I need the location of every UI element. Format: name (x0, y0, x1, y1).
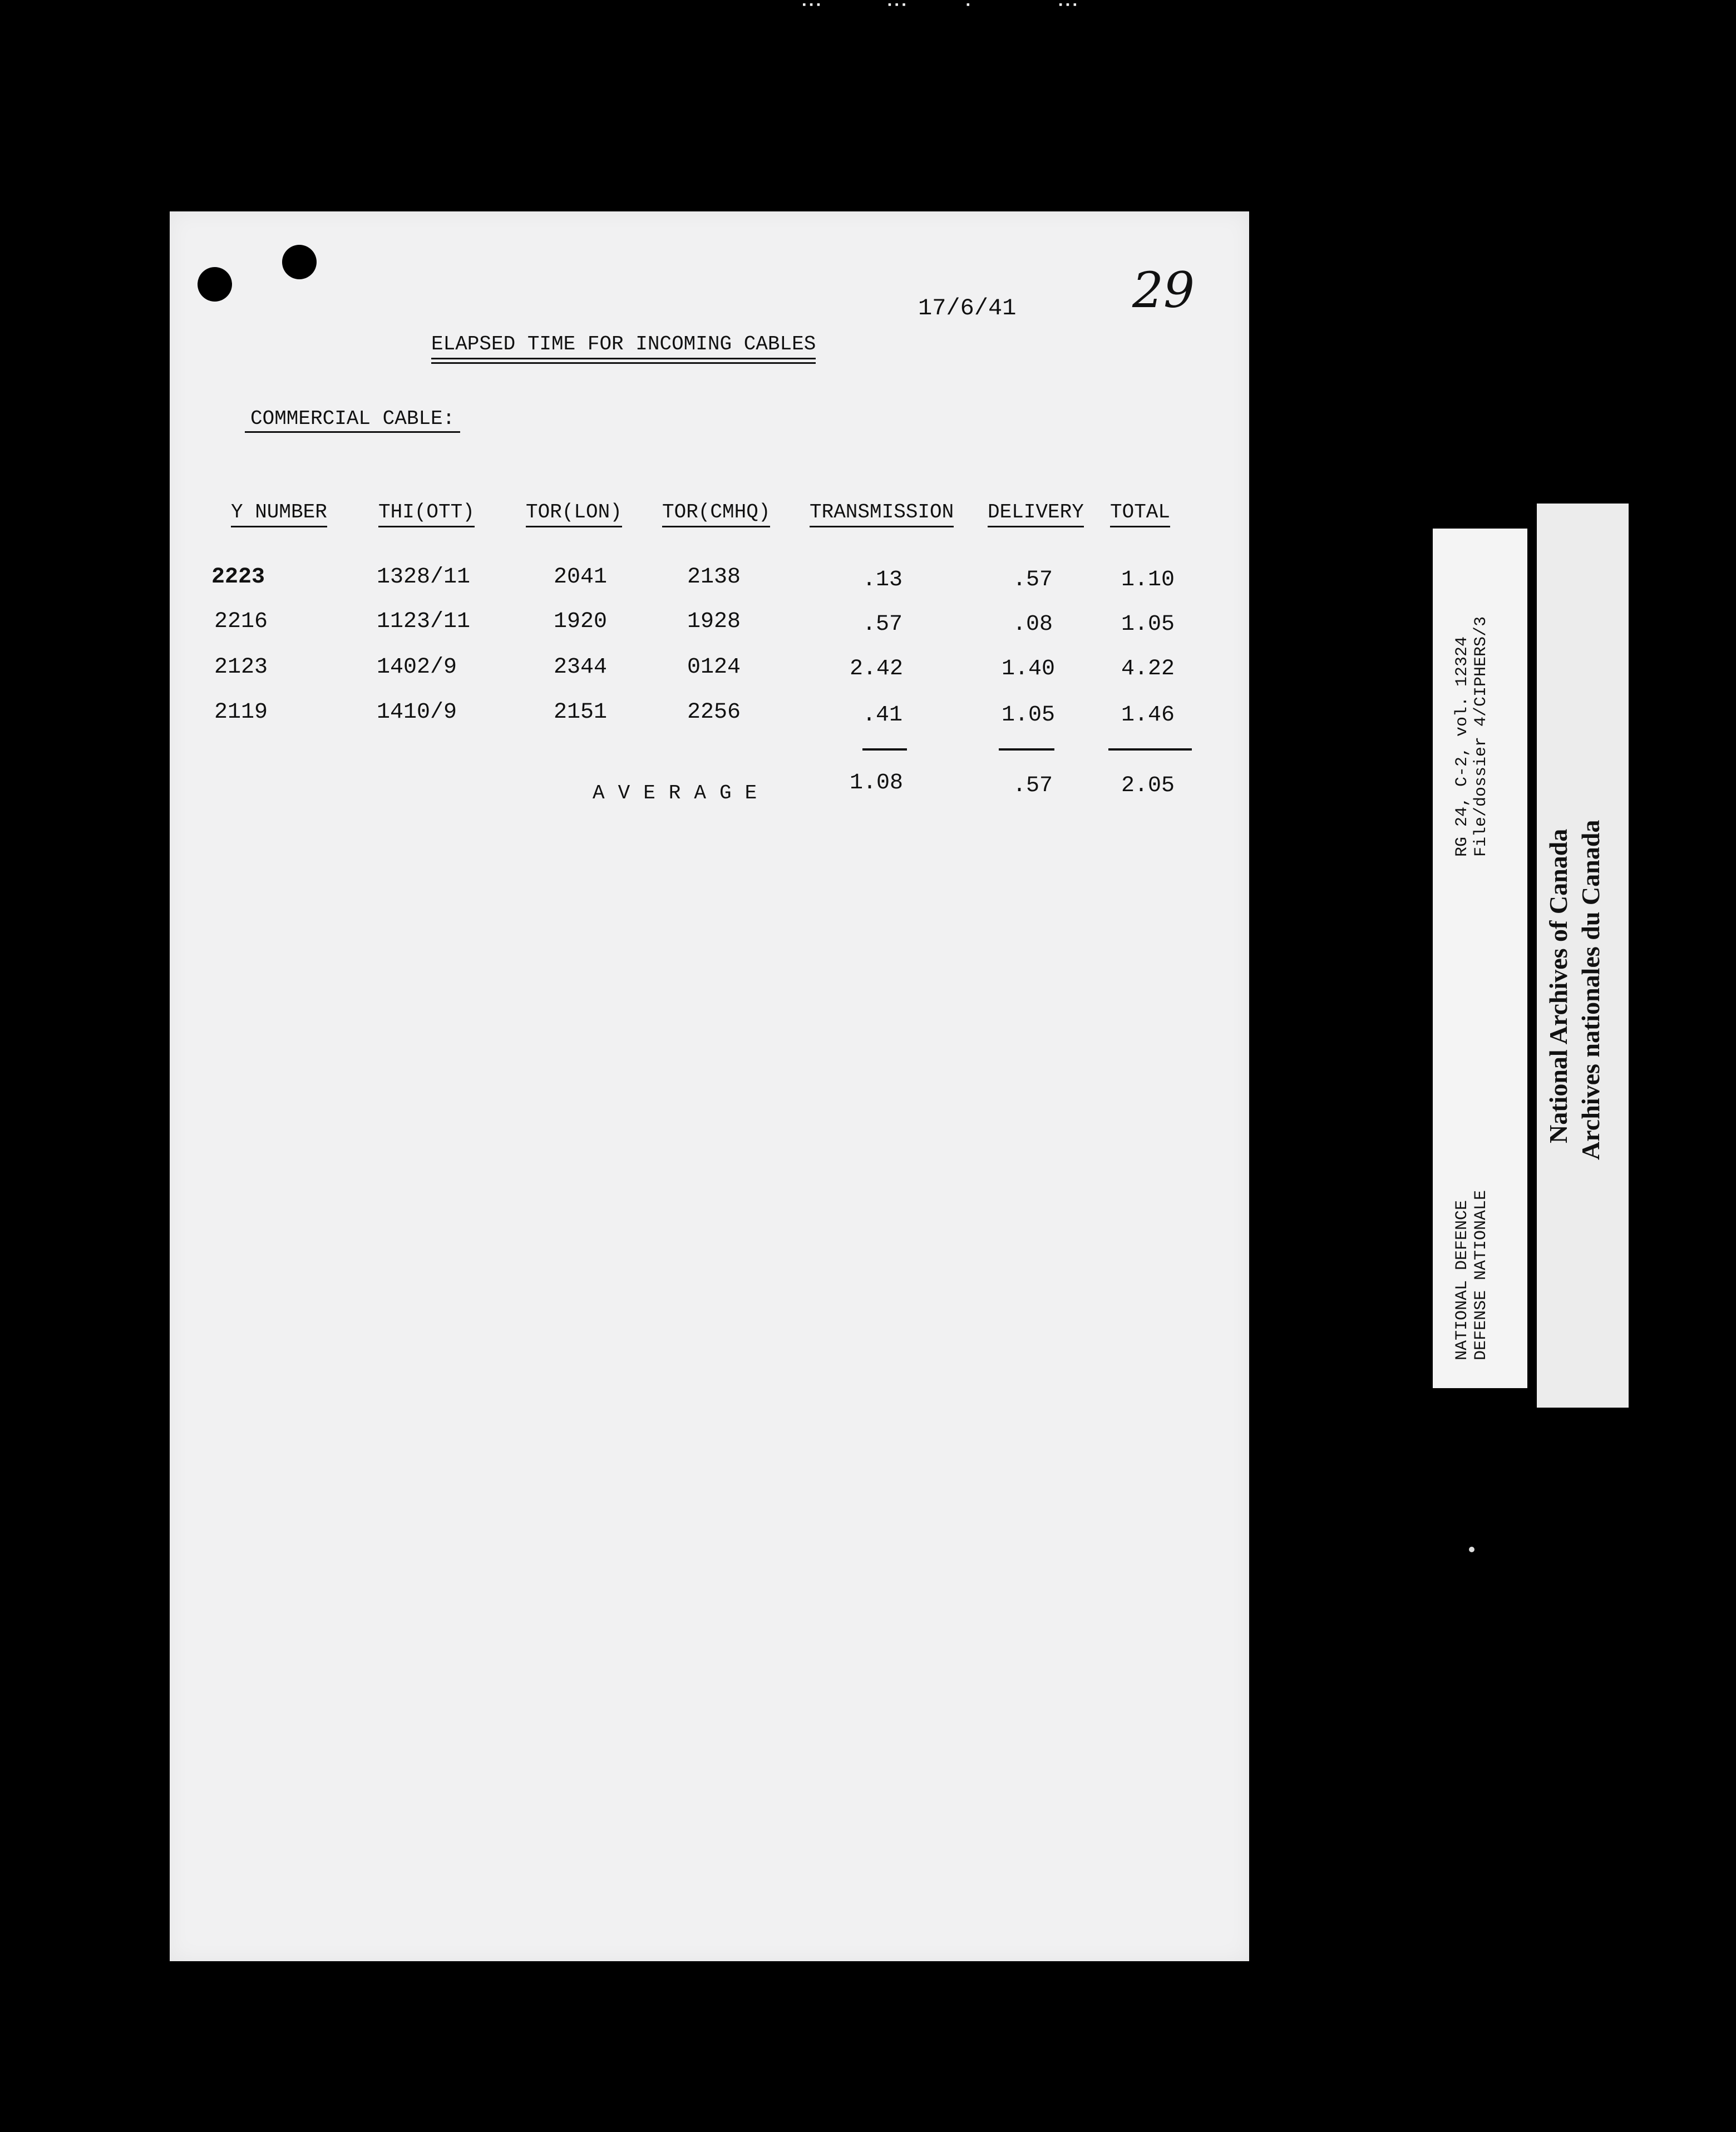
archive-reference-label (1433, 529, 1527, 1388)
page-number: 29 (1132, 261, 1195, 319)
table-cell: 1328/11 (377, 565, 471, 590)
column-header: TRANSMISSION (810, 501, 954, 527)
table-cell: 1.10 (1121, 567, 1175, 593)
film-specks: ▪▪▪ ▪▪▪ ▪ ▪▪▪ (801, 0, 1079, 11)
table-cell: 2138 (687, 565, 741, 590)
table-cell: .08 (1013, 612, 1053, 637)
column-header: DELIVERY (988, 501, 1084, 527)
column-header: Y NUMBER (231, 501, 327, 527)
section-heading: COMMERCIAL CABLE: (245, 407, 460, 433)
document-date: 17/6/41 (918, 295, 1017, 322)
table-cell: .57 (862, 612, 903, 637)
reference-line-1: RG 24, C-2, vol. 12324 (1453, 636, 1472, 857)
sum-rule (1108, 748, 1192, 751)
table-cell: 4.22 (1121, 657, 1175, 682)
table-cell: 1.05 (1121, 612, 1175, 637)
average-delivery: .57 (1013, 773, 1053, 798)
table-cell: 2.42 (850, 657, 904, 682)
column-header: TOTAL (1110, 501, 1170, 527)
punch-hole (282, 245, 317, 279)
table-cell: 2216 (214, 609, 268, 634)
table-cell: .41 (862, 703, 903, 728)
table-cell: .13 (862, 567, 903, 593)
film-speck (1469, 1547, 1474, 1552)
column-header: TOR(LON) (526, 501, 622, 527)
table-cell: 2151 (554, 700, 608, 725)
sum-rule (862, 748, 907, 751)
average-total: 2.05 (1121, 773, 1175, 798)
table-cell: 1410/9 (377, 700, 457, 725)
table-cell: 2041 (554, 565, 608, 590)
document-page (170, 211, 1249, 1961)
table-cell: 2223 (211, 565, 265, 590)
average-transmission: 1.08 (850, 771, 904, 796)
page-title: ELAPSED TIME FOR INCOMING CABLES (431, 333, 816, 359)
department-line-2: DEFENSE NATIONALE (1472, 1190, 1491, 1360)
sum-rule (999, 748, 1054, 751)
average-label: AVERAGE (593, 782, 771, 805)
column-header: TOR(CMHQ) (662, 501, 770, 527)
department-line-1: NATIONAL DEFENCE (1453, 1200, 1472, 1360)
table-cell: .57 (1013, 567, 1053, 593)
table-cell: 2344 (554, 655, 608, 680)
archives-name-en: National Archives of Canada (1544, 828, 1572, 1143)
table-cell: 1123/11 (377, 609, 471, 634)
punch-hole (198, 267, 232, 302)
table-cell: 1402/9 (377, 655, 457, 680)
table-cell: 1.46 (1121, 703, 1175, 728)
table-cell: 2119 (214, 700, 268, 725)
table-cell: 1920 (554, 609, 608, 634)
archives-name-fr: Archives nationales du Canada (1576, 820, 1605, 1160)
table-cell: 1.40 (1002, 657, 1056, 682)
table-cell: 2123 (214, 655, 268, 680)
table-cell: 0124 (687, 655, 741, 680)
column-header: THI(OTT) (378, 501, 475, 527)
table-cell: 1.05 (1002, 703, 1056, 728)
table-cell: 2256 (687, 700, 741, 725)
archives-stamp-label (1537, 504, 1629, 1408)
table-cell: 1928 (687, 609, 741, 634)
reference-line-2: File/dossier 4/CIPHERS/3 (1472, 616, 1491, 857)
